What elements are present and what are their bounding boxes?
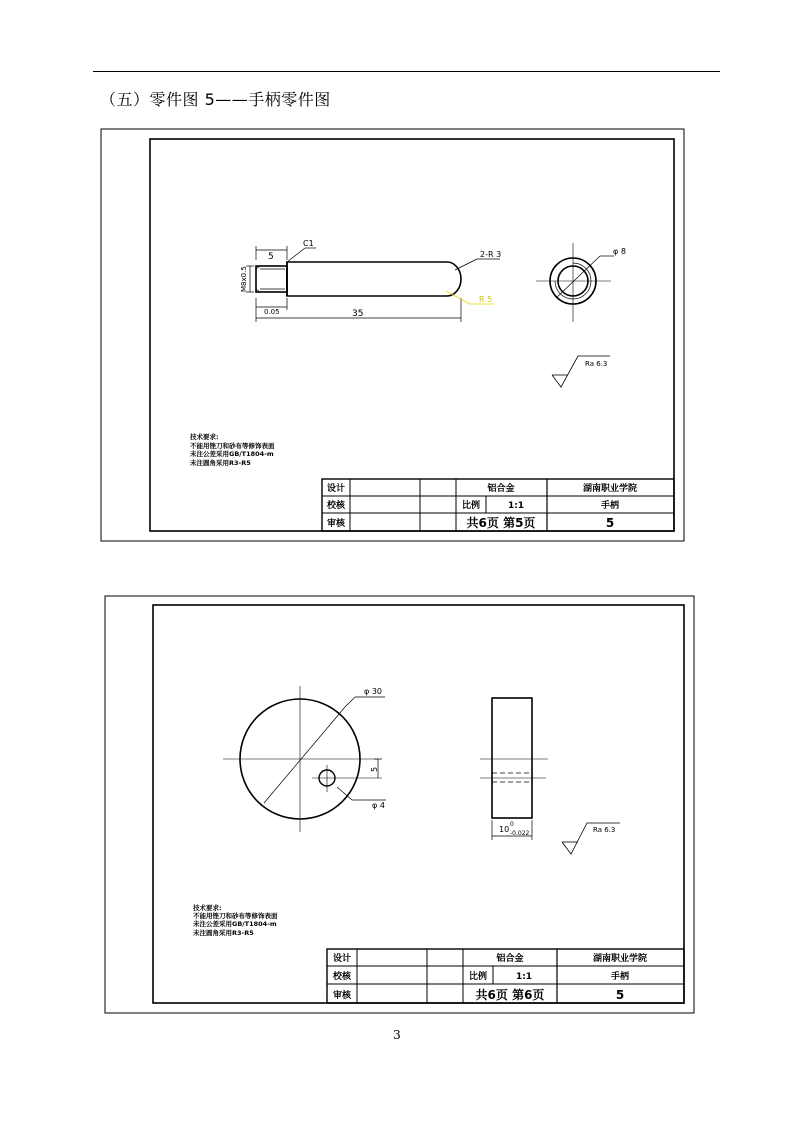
roughness-label-1: Ra 6.3: [585, 360, 608, 368]
tech-requirements-1: [189, 432, 275, 467]
title-block-text-1: [326, 482, 638, 530]
dim-005: 0.05: [264, 308, 280, 316]
svg-text:校核: 校核: [332, 972, 352, 982]
svg-text:未注公差采用GB/T1804-m: 未注公差采用GB/T1804-m: [190, 450, 274, 458]
svg-text:1:1: 1:1: [515, 972, 533, 982]
dim-m8: M8x0.5: [240, 266, 248, 292]
dim-10: 10: [499, 825, 510, 834]
svg-text:共6页 第5页: 共6页 第5页: [466, 516, 536, 530]
svg-text:审核: 审核: [332, 991, 352, 1001]
dim-c1: C1: [303, 239, 314, 248]
svg-text:湖南职业学院: 湖南职业学院: [592, 954, 648, 964]
svg-text:不能用锉刀和砂布等修饰表面: 不能用锉刀和砂布等修饰表面: [190, 442, 275, 450]
svg-text:湖南职业学院: 湖南职业学院: [582, 484, 638, 494]
dim-phi4: φ 4: [372, 801, 385, 810]
dim-10-tol-up: 0: [510, 821, 514, 828]
dim-5: 5: [268, 252, 274, 262]
dim-phi30: φ 30: [364, 687, 382, 696]
handle-end-view: [536, 243, 614, 322]
svg-text:手柄: 手柄: [610, 972, 630, 982]
dim-10-tol-low: -0.022: [510, 830, 530, 837]
svg-text:比例: 比例: [468, 972, 488, 982]
disc-front-view: [223, 686, 386, 832]
disc-side-view: [480, 698, 548, 840]
svg-text:设计: 设计: [332, 954, 352, 964]
svg-text:未注圆角采用R3-R5: 未注圆角采用R3-R5: [193, 929, 254, 937]
section-heading: （五）零件图 5——手柄零件图: [100, 90, 331, 109]
svg-text:审核: 审核: [326, 519, 346, 529]
dim-r05: R 5: [479, 295, 493, 304]
svg-text:设计: 设计: [326, 484, 346, 494]
svg-text:校核: 校核: [326, 501, 346, 511]
dimension-lines-1: [246, 246, 500, 322]
inner-frame-2: [153, 605, 684, 1003]
svg-text:未注公差采用GB/T1804-m: 未注公差采用GB/T1804-m: [193, 920, 277, 928]
roughness-label-2: Ra 6.3: [593, 826, 616, 834]
svg-text:未注圆角采用R3-R5: 未注圆角采用R3-R5: [190, 459, 251, 467]
svg-text:不能用锉刀和砂布等修饰表面: 不能用锉刀和砂布等修饰表面: [193, 912, 278, 920]
svg-text:手柄: 手柄: [600, 501, 620, 511]
dim-r3: 2-R 3: [480, 250, 502, 259]
svg-text:铝合金: 铝合金: [487, 484, 515, 494]
tech-requirements-2: [192, 903, 278, 937]
dim-35: 35: [352, 309, 364, 319]
dim-5-hole: 5: [370, 766, 379, 772]
page-number: 3: [393, 1028, 401, 1042]
svg-text:技术要求:: 技术要求:: [193, 904, 222, 912]
svg-text:1:1: 1:1: [507, 501, 525, 511]
title-block-text-2: [332, 952, 648, 1002]
svg-text:5: 5: [615, 988, 625, 1002]
svg-text:铝合金: 铝合金: [496, 954, 524, 964]
outer-frame-2: [105, 596, 694, 1013]
svg-text:技术要求:: 技术要求:: [190, 433, 219, 441]
svg-text:共6页 第6页: 共6页 第6页: [475, 988, 545, 1002]
svg-text:比例: 比例: [461, 501, 481, 511]
handle-side-view: [256, 262, 461, 296]
svg-text:5: 5: [605, 516, 615, 530]
dim-phi8: φ 8: [613, 247, 626, 256]
inner-frame: [150, 139, 674, 531]
